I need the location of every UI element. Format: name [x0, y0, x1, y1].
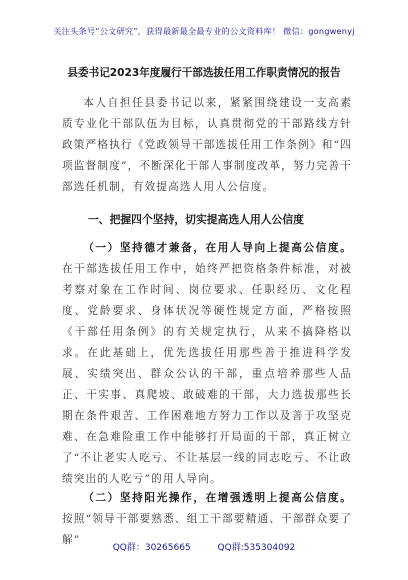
subsection-1-lead: （一）坚持德才兼备，在用人导向上提高公信度。 — [83, 242, 352, 254]
footer-contacts — [0, 540, 408, 553]
document-title: 县委书记2023年度履行干部选拔任用工作职责情况的报告 — [67, 67, 341, 79]
footer-qq-group-1: QQ群：30265665 — [112, 543, 191, 553]
footer-qq-group-2: QQ群:535304092 — [217, 543, 296, 553]
intro-paragraph: 本人自担任县委书记以来，紧紧围绕建设一支高素质专业化干部队伍为目标，认真贯彻党的干部路线方针政策严格执行《党政领导干部选拔任用工作条例》和“四项监督制度”，不断深化干部人事制度改革，努力完善干部选任机制，有效提高选人用人公信度。 — [62, 97, 352, 193]
subsection-2-lead: （二）坚持阳光操作，在增强透明上提高公信度。 — [83, 492, 352, 504]
subsection-1-paragraph — [62, 238, 352, 490]
subsection-2-body: 按照“领导干部要熟悉、组工干部要精通、干部群众要了解” — [62, 513, 352, 546]
header-notice: 关注头条号“公文研究”，获得最新最全最专业的公文资料库！ 微信：gongwenyj — [53, 26, 355, 36]
subsection-1-body: 在干部选拔任用工作中，始终严把资格条件标准，对被考察对象在工作时间、岗位要求、任职经历、文化程度、党龄要求、身体状况等硬性规定方面，严格按照《干部任用条例》的有关规定执行，从来不搞降格以求。在此基础上，优先选拔任用那些善于推进科学发展、实绩突出、群众公认的干部，重点培养那些人品正、干实事、真爬坡、敢破难的干部，大力选拔那些长期在条件艰苦、工作困难地方努力工作以及善于攻坚克难、在急难险重工作中能够打开局面的干部，真正树立了“不让老实人吃亏、不让基层一线的同志吃亏、不让政绩突出的人吃亏”的用人导向。 — [62, 263, 352, 485]
section-1-heading: 一、把握四个坚持，切实提高选人用人公信度 — [88, 213, 304, 226]
